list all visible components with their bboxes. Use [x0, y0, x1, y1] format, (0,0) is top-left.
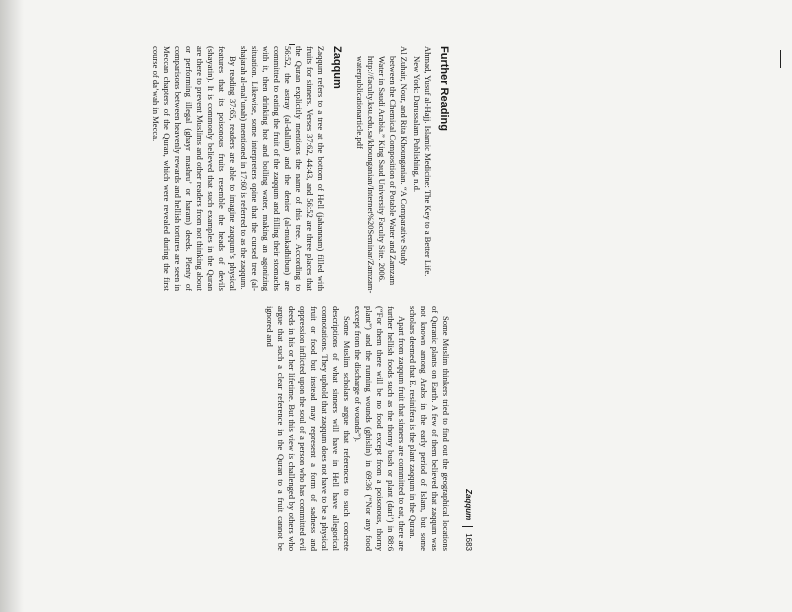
reference-item: Ahmad, Yusuf al-Hajj. Islamic Medicine: The Key to a Better Life. New York: Darussalam Publishing, n.d. [411, 46, 433, 277]
right-column [264, 306, 451, 551]
text-columns [150, 46, 451, 551]
running-head-entry: Zaqqum [463, 489, 473, 521]
scan-edge-mark [780, 50, 781, 68]
left-column [150, 46, 451, 294]
further-reading-heading: Further Reading [438, 46, 450, 131]
reference-item: Al Zuhair, Nour, and Rita Khounganian. “A Comparative Study between the Chemical Composition of Potable Water and Zamzam Water in Saudi Arabia.” King Saud University Faculty Site. 2006. http://faculty.ksu.edu.sa/khounganian/Internet%20Seminar/Zamzam-waterpublicationarticle.pdf [354, 46, 409, 294]
page-number: 1683 [463, 533, 473, 551]
entry-paragraph: By reading 37:65, readers are able to imagine zaqqum’s physical features that its poisonous fruits resemble the heads of devils (shayatin). It is commonly believed that such examples in the Quran are there to prevent Muslims and other readers from not thinking about or performing illegal (ghayr mashru’ or haram) deeds. Plenty of comparisons between heavenly rewards and hellish tortures are seen in Meccan chapters of the Quran, which were revealed during the first course of da’wah in Mecca. [150, 46, 238, 291]
scan-speck [289, 44, 295, 45]
entry-paragraph: Apart from zaqqum fruit that sinners are committed to eat, there are further hellish foods such as the thorny bush or plant (dari’) in 88:6 (“For them there will be no food except from a poisonous, thorny plant”) and the running wounds (ghislin) in 69:36 (“Nor any food except from the discharge of wounds”). [353, 306, 407, 551]
rotated-book-page [150, 46, 473, 551]
running-head [462, 489, 473, 551]
entry-paragraph: Some Muslim thinkers tried to find out the geographical locations of Quranic plants on Earth. A few of them believed that zaqqum was not known among Arabs in the early period of Islam, but some scholars deemed that E. resinifera is the plant zaqqum in the Quran. [408, 306, 451, 551]
entry-paragraph: Zaqqum refers to a tree at the bottom of Hell (jahannam) filled with fruits for sinners. Verses 37:62, 44:43, and 56:52 are three places that the Quran explicitly mentions the name of this tree. According to 56:52, the astray (al-dallun) and the denier (al-mukadhibun) are committed to eating the fruit of the zaqqum and filling their stomachs with it, then drinking hot and boiling water, making an agonizing situation. Likewise, some interpreters opine that the cursed tree (al-shajarah al-mal’unah) mentioned in 17:60 is referred to as the zaqqum. [238, 46, 326, 291]
entry-paragraph: Some Muslim scholars argue that references to such concrete descriptions of what sinners will have in Hell have allegorical connotations. They uphold that zaqqum does not have to be a physical fruit or food but instead may represent a form of sadness and oppression inflicted upon the soul of a person who has committed evil deeds in his or her lifetime. But this view is challenged by others who argue that such a clear reference in the Quran to a fruit cannot be ignored and [265, 306, 352, 551]
entry-heading: Zaqqum [330, 46, 343, 89]
running-head-divider [462, 526, 473, 527]
